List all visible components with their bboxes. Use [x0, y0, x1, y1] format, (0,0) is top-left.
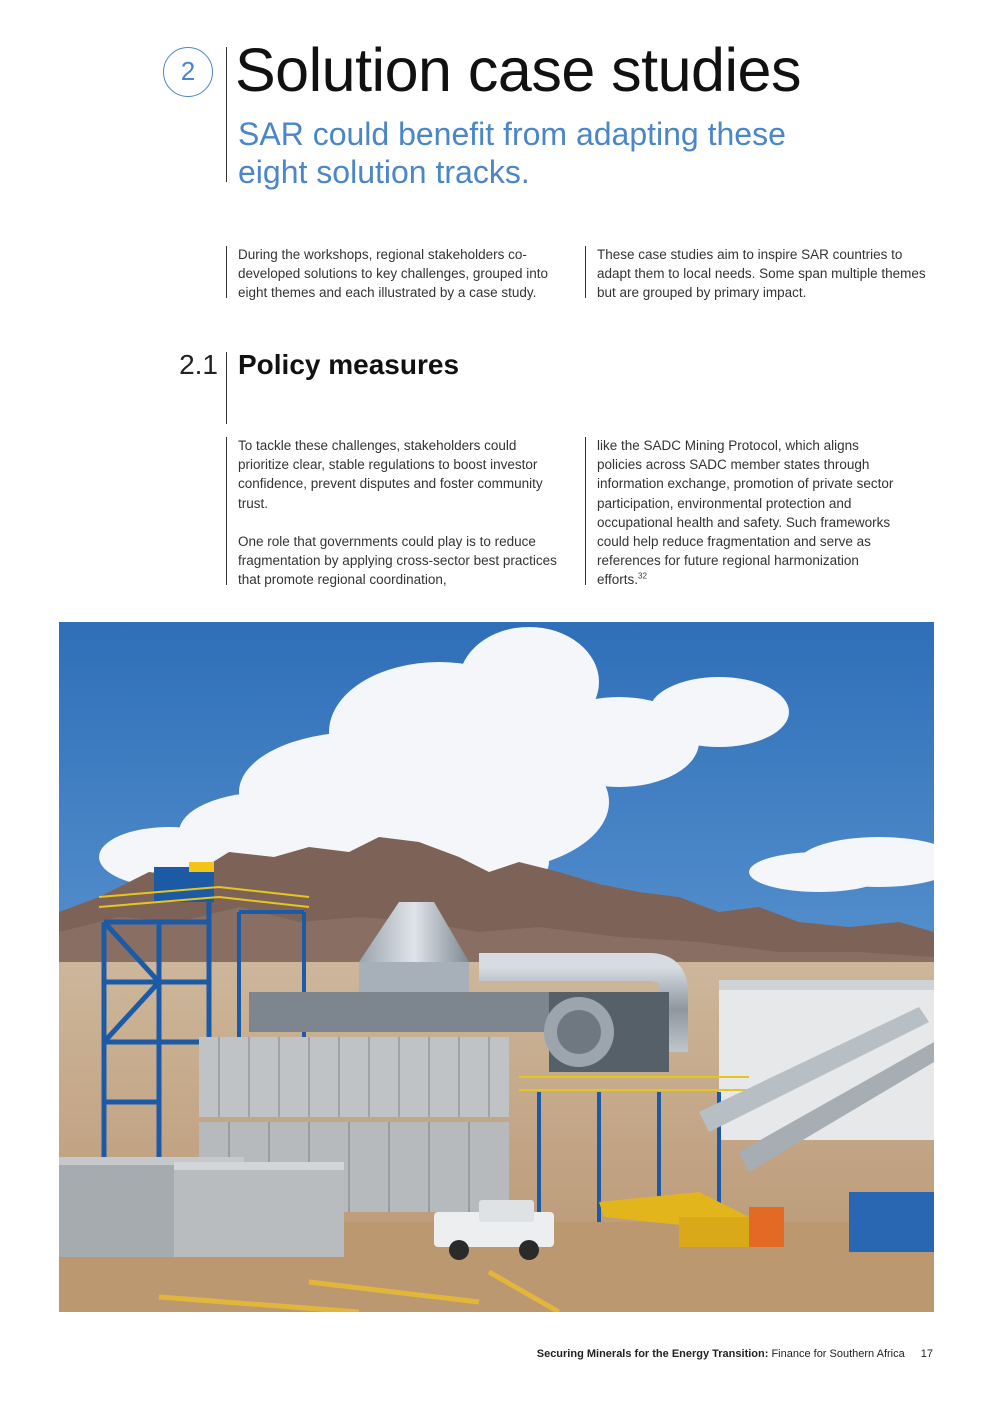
section-divider	[226, 352, 227, 424]
chapter-number-badge: 2	[163, 47, 213, 97]
page-number: 17	[920, 1348, 933, 1360]
intro-col2	[597, 245, 927, 303]
intro-col1-text: During the workshops, regional stakeholders co-developed solutions to key challenges, grouped into eight themes and each illustrated by a case study.	[238, 247, 548, 301]
chapter-divider	[226, 47, 227, 182]
footer-title-bold: Securing Minerals for the Energy Transition:	[536, 1348, 769, 1360]
section-col2	[597, 436, 907, 590]
page-footer	[537, 1347, 933, 1361]
intro-col2-divider	[585, 246, 586, 298]
intro-col1	[238, 245, 578, 303]
footnote-ref: 32	[638, 571, 647, 581]
page-title: Solution case studies	[235, 36, 801, 104]
footer-title-regular: Finance for Southern Africa	[768, 1348, 905, 1360]
section-col1-paragraph-1: To tackle these challenges, stakeholders could prioritize clear, stable regulations to boost investor confidence, prevent disputes and foster community trust.	[238, 438, 543, 511]
section-col2-divider	[585, 437, 586, 585]
section-col1-paragraph-2: One role that governments could play is to reduce fragmentation by applying cross-sector best practices that promote regional coordination,	[238, 533, 557, 588]
section-number: 2.1	[179, 349, 218, 380]
intro-col1-divider	[226, 246, 227, 298]
page-subtitle: SAR could benefit from adapting these eight solution tracks.	[238, 116, 786, 190]
section-col1	[238, 436, 568, 589]
section-col2-text: like the SADC Mining Protocol, which aligns policies across SADC member states through information exchange, promotion of private sector participation, environmental protection and occupational health and safety. Such frameworks could help reduce fragmentation and serve as references for future regional harmonization efforts.	[597, 438, 894, 588]
section-title: Policy measures	[238, 349, 460, 380]
section-col2-paragraph-1	[597, 436, 907, 590]
section-col1-divider	[226, 437, 227, 585]
intro-col2-text: These case studies aim to inspire SAR countries to adapt them to local needs. Some span multiple themes but are grouped by primary impact.	[597, 247, 926, 301]
plant-photo	[59, 622, 934, 1312]
